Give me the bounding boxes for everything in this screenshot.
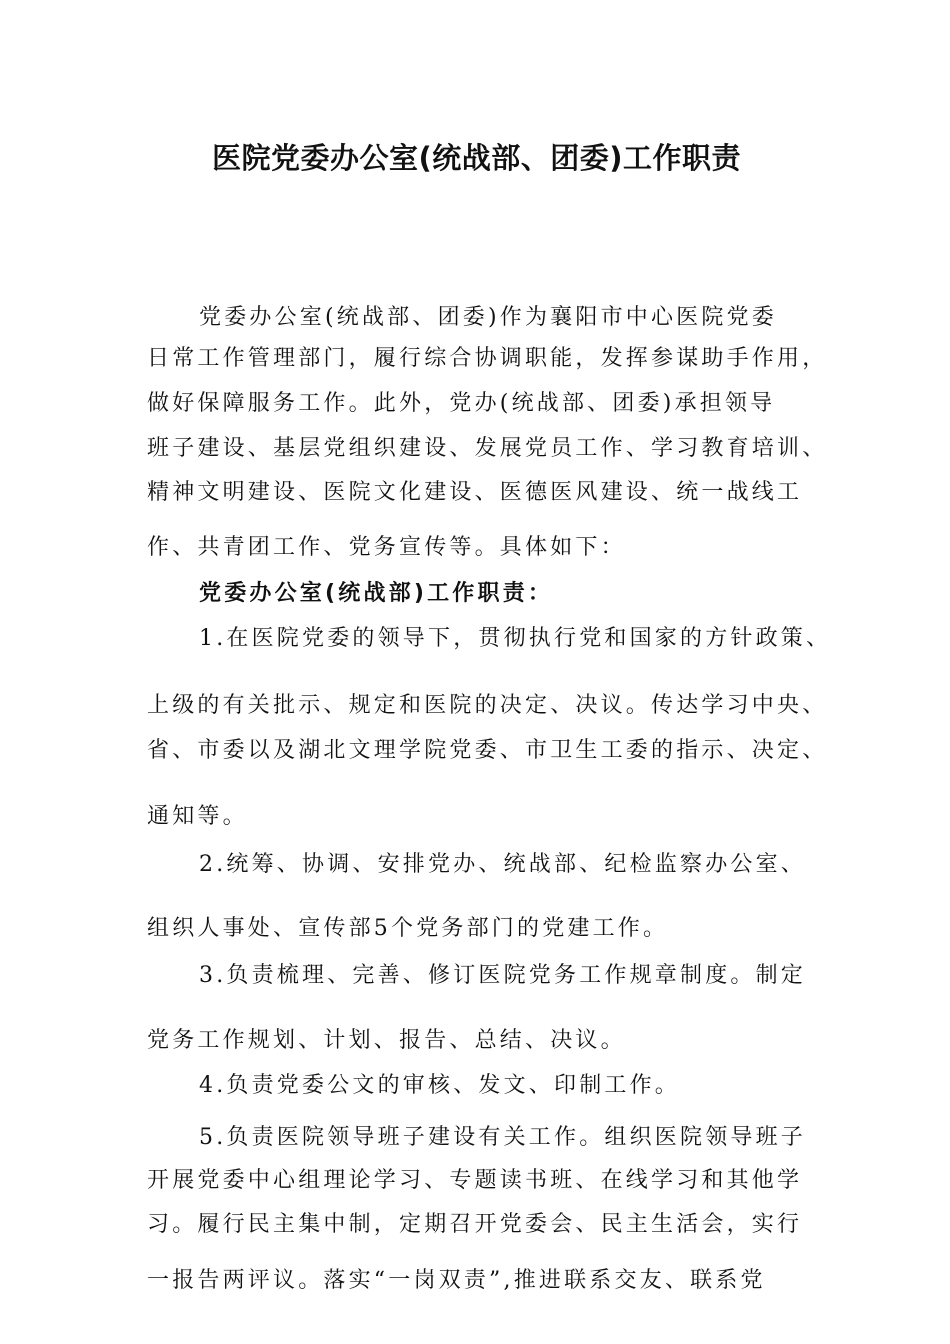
paragraph-line: 1.在医院党委的领导下，贯彻执行党和国家的方针政策、: [199, 626, 832, 651]
section-heading: 党委办公室(统战部)工作职责：: [199, 581, 554, 606]
paragraph-line: 开展党委中心组理论学习、专题读书班、在线学习和其他学: [147, 1168, 803, 1193]
paragraph-line: 组织人事处、宣传部5个党务部门的党建工作。: [147, 916, 669, 941]
paragraph-line: 4.负责党委公文的审核、发文、印制工作。: [199, 1073, 680, 1098]
paragraph-line: 班子建设、基层党组织建设、发展党员工作、学习教育培训、: [147, 436, 828, 461]
paragraph-line: 上级的有关批示、规定和医院的决定、决议。传达学习中央、: [147, 693, 828, 718]
document-title: 医院党委办公室(统战部、团委)工作职责: [212, 141, 742, 175]
paragraph-line: 党务工作规划、计划、报告、总结、决议。: [147, 1028, 626, 1053]
paragraph-line: 习。履行民主集中制，定期召开党委会、民主生活会，实行: [147, 1212, 803, 1237]
paragraph-line: 精神文明建设、医院文化建设、医德医风建设、统一战线工: [147, 480, 803, 505]
paragraph-line: 日常工作管理部门，履行综合协调职能，发挥参谋助手作用，: [147, 346, 828, 371]
paragraph-line: 通知等。: [147, 804, 248, 829]
paragraph-line: 一报告两评议。落实“一岗双责”,推进联系交友、联系党: [147, 1268, 766, 1293]
paragraph-line: 3.负责梳理、完善、修订医院党务工作规章制度。制定: [199, 963, 806, 988]
paragraph-line: 作、共青团工作、党务宣传等。具体如下：: [147, 535, 626, 560]
paragraph-line: 省、市委以及湖北文理学院党委、市卫生工委的指示、决定、: [147, 738, 828, 763]
paragraph-line: 5.负责医院领导班子建设有关工作。组织医院领导班子: [199, 1125, 806, 1150]
paragraph-line: 做好保障服务工作。此外，党办(统战部、团委)承担领导: [147, 391, 776, 416]
paragraph-line: 党委办公室(统战部、团委)作为襄阳市中心医院党委: [199, 305, 777, 330]
paragraph-line: 2.统筹、协调、安排党办、统战部、纪检监察办公室、: [199, 852, 806, 877]
